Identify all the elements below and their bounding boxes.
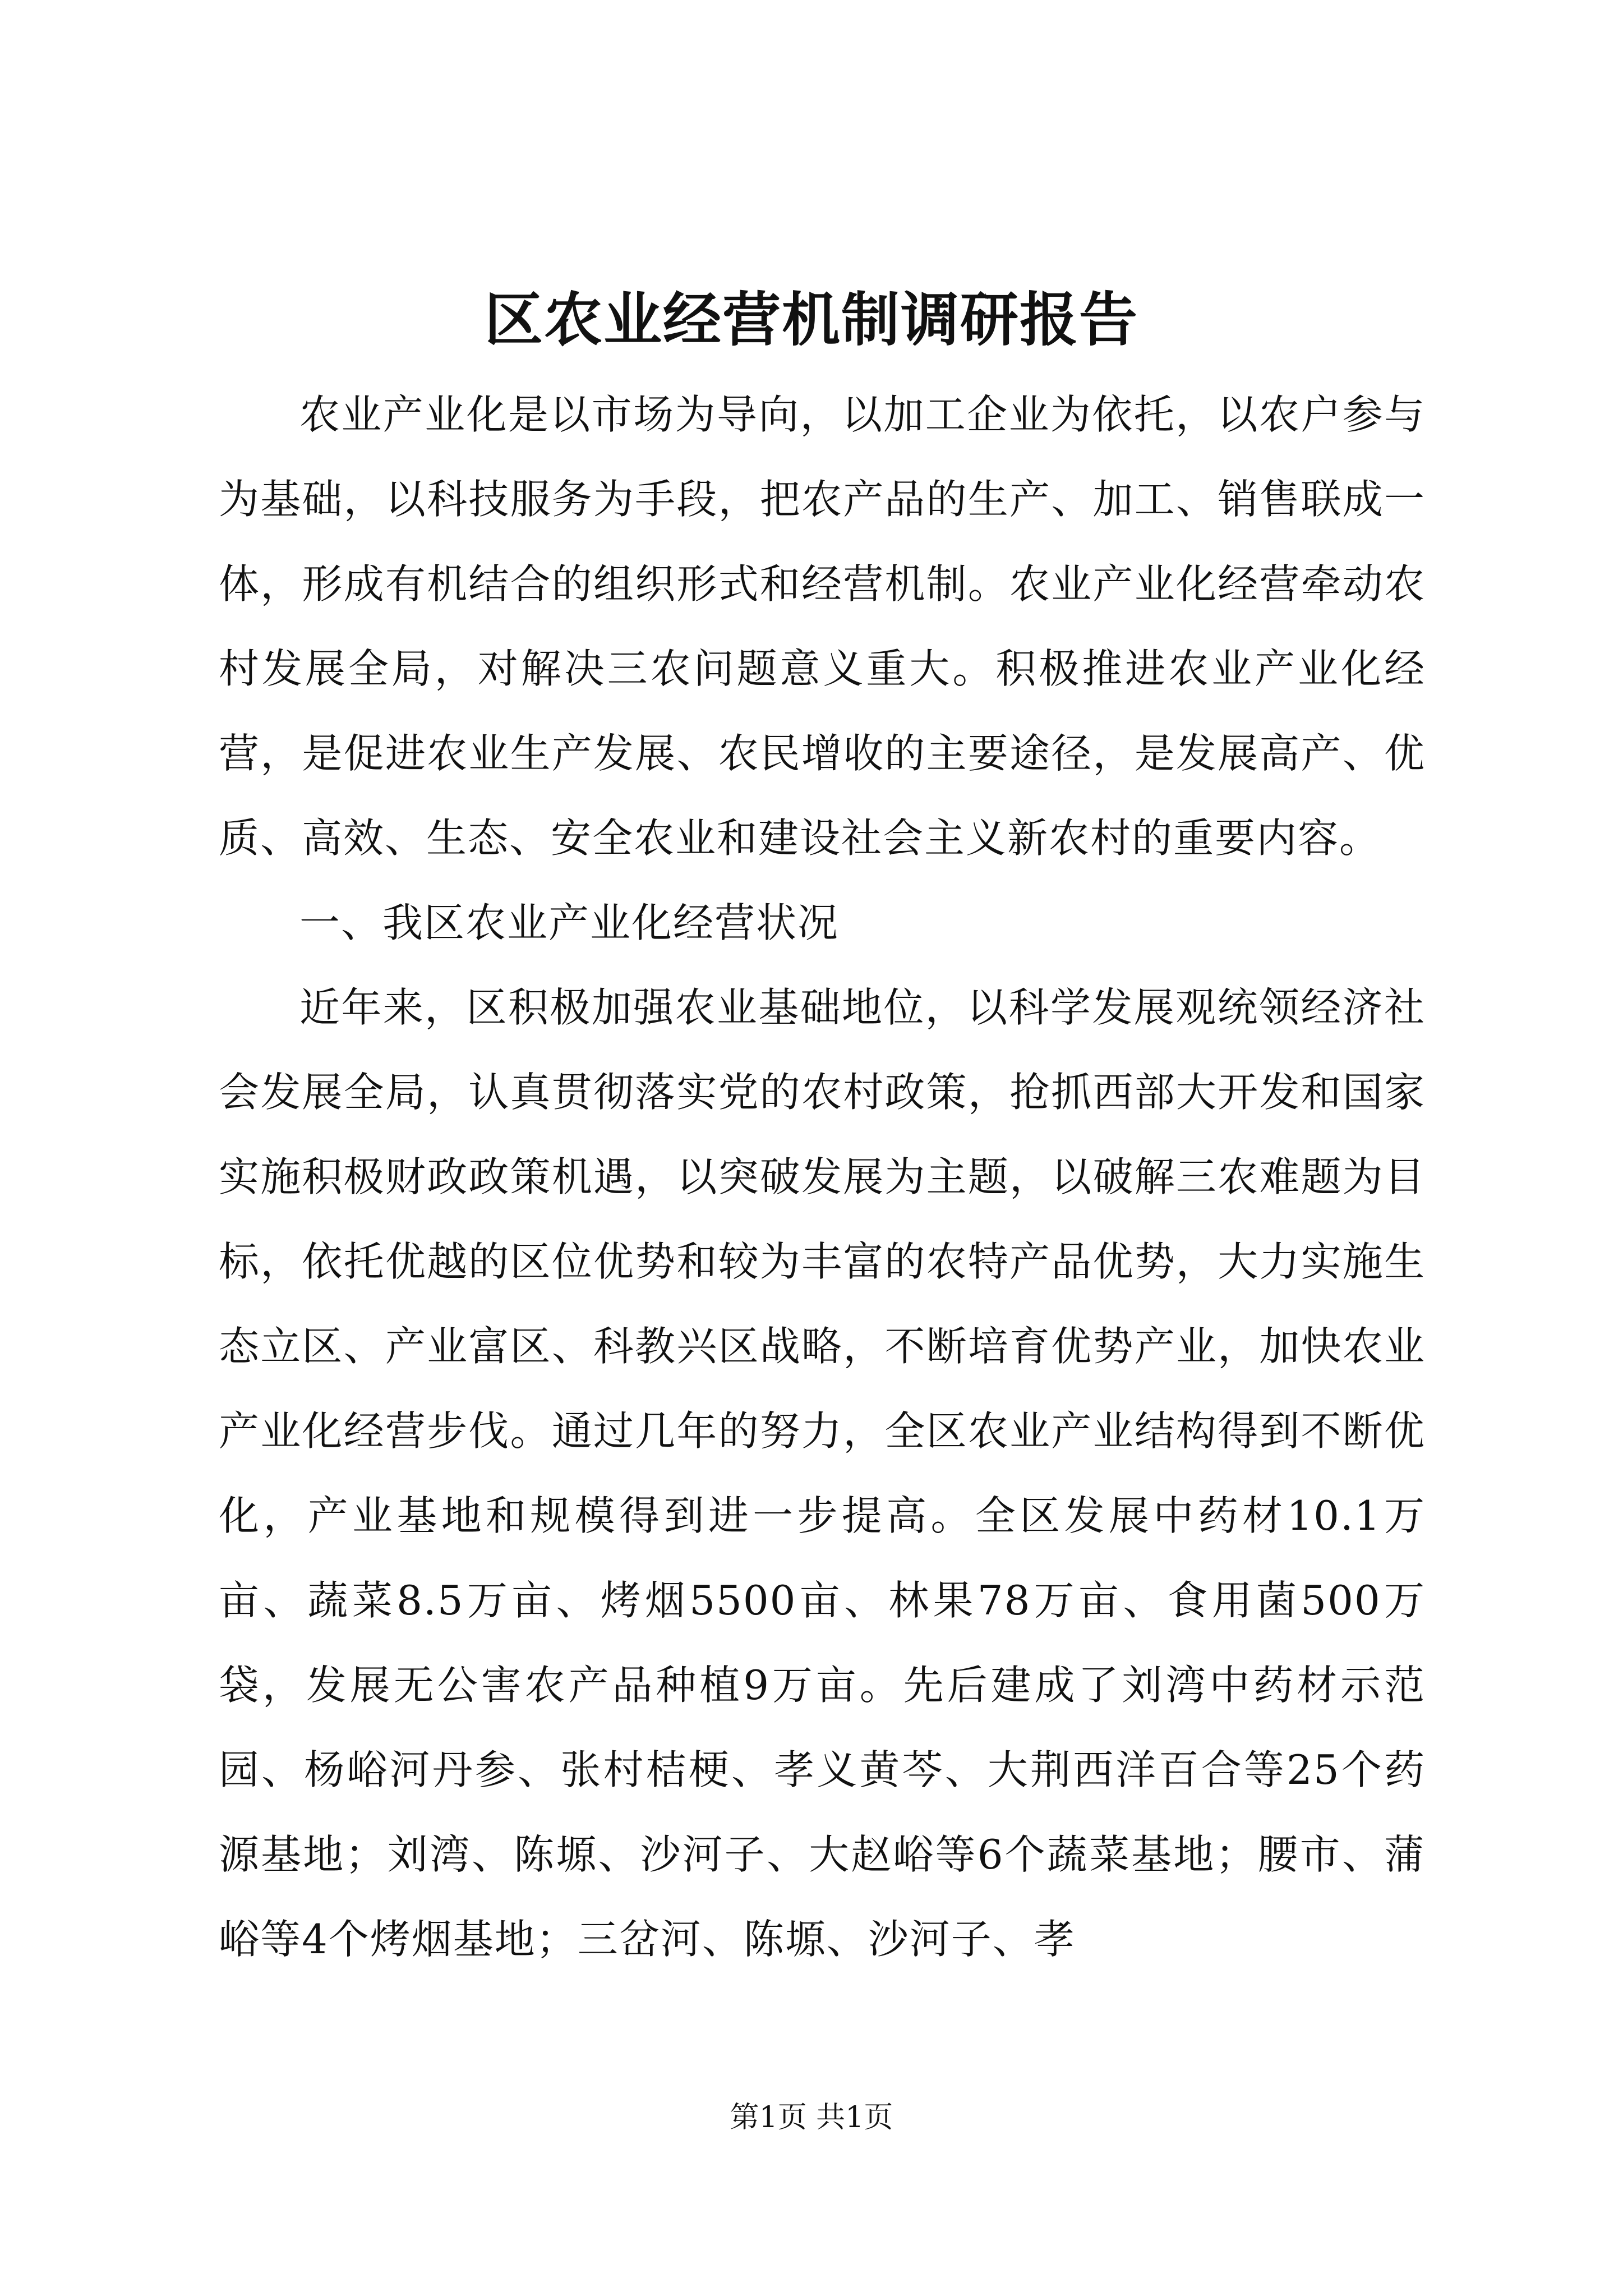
document-title: 区农业经营机制调研报告 xyxy=(484,285,1138,354)
page-number-label: 第1页 共1页 xyxy=(730,2101,893,2134)
document-body xyxy=(219,372,1426,1982)
page-footer xyxy=(0,2098,1623,2137)
intro-paragraph: 农业产业化是以市场为导向，以加工企业为依托，以农户参与为基础，以科技服务为手段，把农产品的生产、加工、销售联成一体，形成有机结合的组织形式和经营机制。农业产业化经营牵动农村发展全局，对解决三农问题意义重大。积极推进农业产业化经营，是促进农业生产发展、农民增收的主要途径，是发展高产、优质、高效、生态、安全农业和建设社会主义新农村的重要内容。 xyxy=(219,391,1426,862)
section-heading: 一、我区农业产业化经营状况 xyxy=(299,899,840,946)
body-paragraph: 近年来，区积极加强农业基础地位，以科学发展观统领经济社会发展全局，认真贯彻落实党的农村政策，抢抓西部大开发和国家实施积极财政政策机遇，以突破发展为主题，以破解三农难题为目标，依托优越的区位优势和较为丰富的农特产品优势，大力实施生态立区、产业富区、科教兴区战略，不断培育优势产业，加快农业产业化经营步伐。通过几年的努力，全区农业产业结构得到不断优化，产业基地和规模得到进一步提高。全区发展中药材10.1万亩、蔬菜8.5万亩、烤烟5500亩、林果78万亩、食用菌500万袋，发展无公害农产品种植9万亩。先后建成了刘湾中药材示范园、杨峪河丹参、张村桔梗、孝义黄芩、大荆西洋百合等25个药源基地；刘湾、陈塬、沙河子、大赵峪等6个蔬菜基地；腰市、蒲峪等4个烤烟基地；三岔河、陈塬、沙河子、孝 xyxy=(219,984,1426,1963)
